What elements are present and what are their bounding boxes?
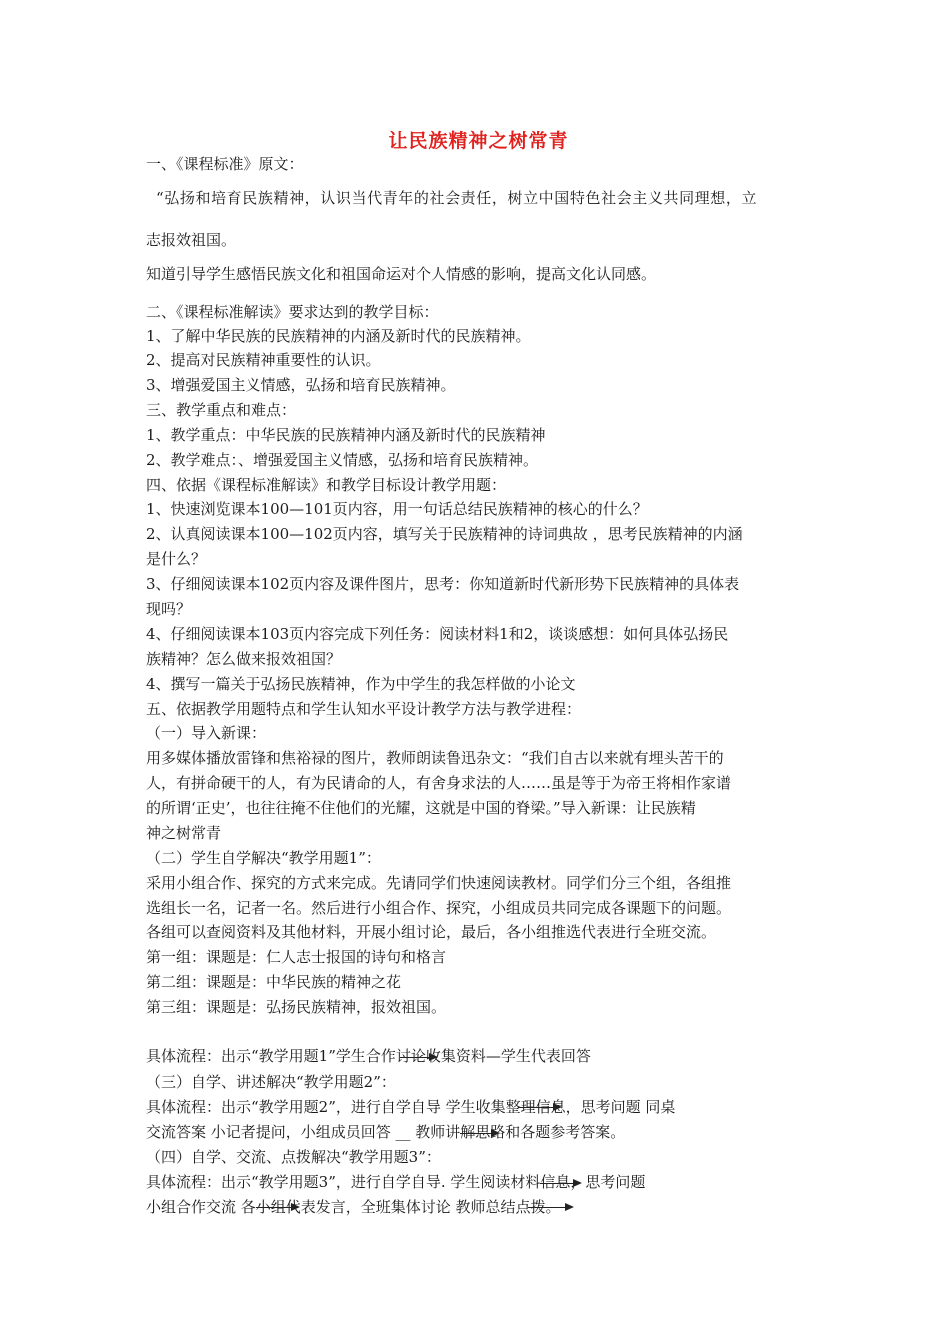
- section-heading: 四、依据《课程标准解读》和教学目标设计教学用题：: [146, 476, 507, 494]
- list-item: 是什么？: [146, 550, 207, 568]
- paragraph-line: 神之树常青: [146, 824, 222, 842]
- list-item: 4、撰写一篇关于弘扬民族精神，作为中学生的我怎样做的小论文: [146, 675, 576, 693]
- subsection-heading: （二）学生自学解决“教学用题1”：: [146, 849, 381, 867]
- list-item: 3、仔细阅读课本102页内容及课件图片，思考：你知道新时代新形势下民族精神的具体表: [146, 575, 740, 593]
- group-topic: 第一组：课题是：仁人志士报国的诗句和格言: [146, 948, 447, 966]
- section-heading: 五、依据教学用题特点和学生认知水平设计教学方法与教学进程：: [146, 700, 582, 718]
- list-item: 2、教学难点：、增强爱国主义情感，弘扬和培育民族精神。: [146, 451, 539, 469]
- paragraph-line: 采用小组合作、探究的方式来完成。先请同学们快速阅读教材。同学们分三个组，各组推: [146, 874, 732, 892]
- subsection-heading: （四）自学、交流、点拨解决“教学用题3”：: [146, 1148, 441, 1166]
- paragraph-line: 用多媒体播放雷锋和焦裕禄的图片，教师朗读鲁迅杂文：“我们自古以来就有埋头苦干的: [146, 749, 724, 767]
- group-topic: 第三组：课题是：弘扬民族精神，报效祖国。: [146, 998, 447, 1016]
- paragraph-line: 各组可以查阅资料及其他材料，开展小组讨论，最后，各小组推选代表进行全班交流。: [146, 923, 717, 941]
- section-heading: 三、教学重点和难点：: [146, 401, 297, 419]
- subsection-heading: （三）自学、讲述解决“教学用题2”：: [146, 1073, 396, 1091]
- list-item: 3、增强爱国主义情感，弘扬和培育民族精神。: [146, 376, 456, 394]
- page-title: 让民族精神之树常青: [388, 130, 569, 152]
- flow-line: 具体流程：出示“教学用题2”，进行自学自导 学生收集整理信息，思考问题 同桌: [146, 1098, 676, 1116]
- list-item: 1、教学重点：中华民族的民族精神内涵及新时代的民族精神: [146, 426, 546, 444]
- paragraph-line: “弘扬和培育民族精神，认识当代青年的社会责任，树立中国特色社会主义共同理想，立: [156, 189, 758, 207]
- flow-arrow: [460, 1133, 498, 1134]
- paragraph-line: 选组长一名，记者一名。然后进行小组合作、探究，小组成员共同完成各课题下的问题。: [146, 899, 732, 917]
- list-item: 现吗？: [146, 600, 192, 618]
- paragraph-line: 知道引导学生感悟民族文化和祖国命运对个人情感的影响，提高文化认同感。: [146, 265, 657, 283]
- paragraph-line: 志报效祖国。: [146, 231, 237, 249]
- list-item: 1、了解中华民族的民族精神的内涵及新时代的民族精神。: [146, 327, 531, 345]
- list-item: 4、仔细阅读课本103页内容完成下列任务：阅读材料1和2，谈谈感想：如何具体弘扬民: [146, 625, 729, 643]
- paragraph-line: 的所谓‘正史’，也往往掩不住他们的光耀，这就是中国的脊梁。”导入新课：让民族精: [146, 799, 696, 817]
- list-item: 1、快速浏览课本100—101页内容，用一句话总结民族精神的核心的什么？: [146, 500, 648, 518]
- section-heading: 二、《课程标准解读》要求达到的教学目标：: [146, 303, 439, 321]
- flow-line: 具体流程：出示“教学用题1”学生合作讨论收集资料—学生代表回答: [146, 1047, 591, 1065]
- flow-arrow: [256, 1207, 298, 1208]
- section-heading: 一、《课程标准》原文：: [146, 155, 304, 173]
- list-item: 2、认真阅读课本100—102页内容，填写关于民族精神的诗词典故 ，思考民族精神的内涵: [146, 525, 743, 543]
- flow-arrow: [528, 1207, 572, 1208]
- group-topic: 第二组：课题是：中华民族的精神之花: [146, 973, 402, 991]
- flow-line: 交流答案 小记者提问，小组成员回答 __ 教师讲解思路和各题参考答案。: [146, 1123, 626, 1141]
- list-item: 2、提高对民族精神重要性的认识。: [146, 351, 381, 369]
- paragraph-line: 人，有拼命硬干的人，有为民请命的人，有舍身求法的人……虽是等于为帝王将相作家谱: [146, 774, 732, 792]
- subsection-heading: （一）导入新课：: [146, 724, 267, 742]
- flow-arrow: [540, 1183, 580, 1184]
- flow-line: 小组合作交流 各小组代表发言，全班集体讨论 教师总结点拨。: [146, 1198, 561, 1216]
- list-item: 族精神？怎么做来报效祖国？: [146, 650, 342, 668]
- flow-line: 具体流程：出示“教学用题3”，进行自学自导. 学生阅读材料信息，思考问题: [146, 1173, 646, 1191]
- flow-arrow: [518, 1107, 560, 1108]
- flow-arrow: [400, 1057, 436, 1058]
